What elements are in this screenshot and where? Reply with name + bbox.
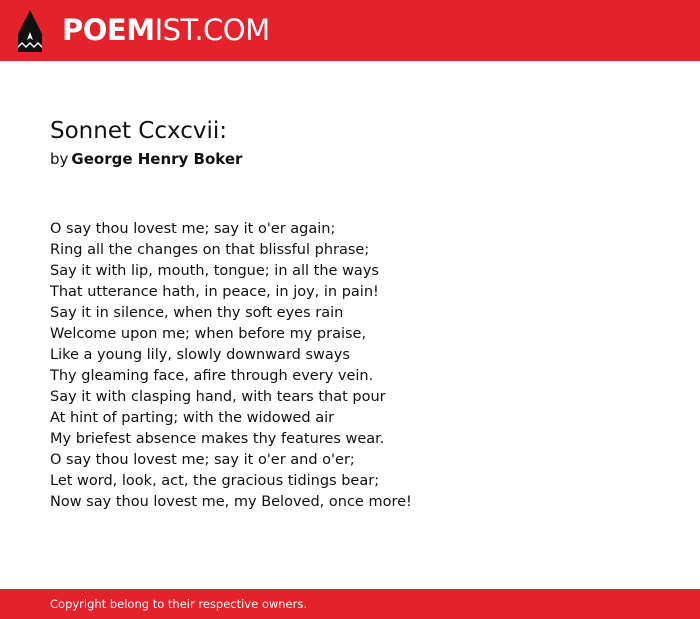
site-footer bbox=[0, 589, 700, 619]
poem-line: Now say thou lovest me, my Beloved, once more! bbox=[50, 494, 412, 510]
poem-line: My briefest absence makes thy features wear. bbox=[50, 431, 385, 447]
poem-line: O say thou lovest me; say it o'er and o'er; bbox=[50, 452, 355, 468]
copyright-notice: Copyright belong to their respective owners. bbox=[50, 597, 308, 611]
site-header bbox=[0, 0, 700, 61]
poem-line: Say it with clasping hand, with tears that pour bbox=[50, 389, 386, 405]
poem-line: At hint of parting; with the widowed air bbox=[50, 410, 335, 426]
poem-line: Like a young lily, slowly downward sways bbox=[50, 347, 350, 363]
author-name: George Henry Boker bbox=[71, 150, 243, 168]
poem-line: Ring all the changes on that blissful phrase; bbox=[50, 242, 370, 258]
pencil-icon[interactable] bbox=[18, 10, 42, 52]
by-label: by bbox=[50, 150, 69, 168]
poem-line: That utterance hath, in peace, in joy, in pain! bbox=[50, 284, 379, 300]
poem-line: Thy gleaming face, afire through every vein. bbox=[50, 368, 374, 384]
poem-title: Sonnet Ccxcvii: bbox=[50, 118, 228, 144]
poem-line: Say it with lip, mouth, tongue; in all the ways bbox=[50, 263, 379, 279]
poem-body bbox=[50, 219, 412, 513]
site-logo-text[interactable] bbox=[62, 13, 270, 47]
poem-line: Welcome upon me; when before my praise, bbox=[50, 326, 367, 342]
poem-line: Say it in silence, when thy soft eyes rain bbox=[50, 305, 344, 321]
byline bbox=[50, 149, 242, 169]
brand-bold: POEM bbox=[62, 13, 155, 47]
poem-line: Let word, look, act, the gracious tidings bear; bbox=[50, 473, 380, 489]
brand-light: IST.COM bbox=[154, 13, 270, 47]
poem-line: O say thou lovest me; say it o'er again; bbox=[50, 221, 336, 237]
